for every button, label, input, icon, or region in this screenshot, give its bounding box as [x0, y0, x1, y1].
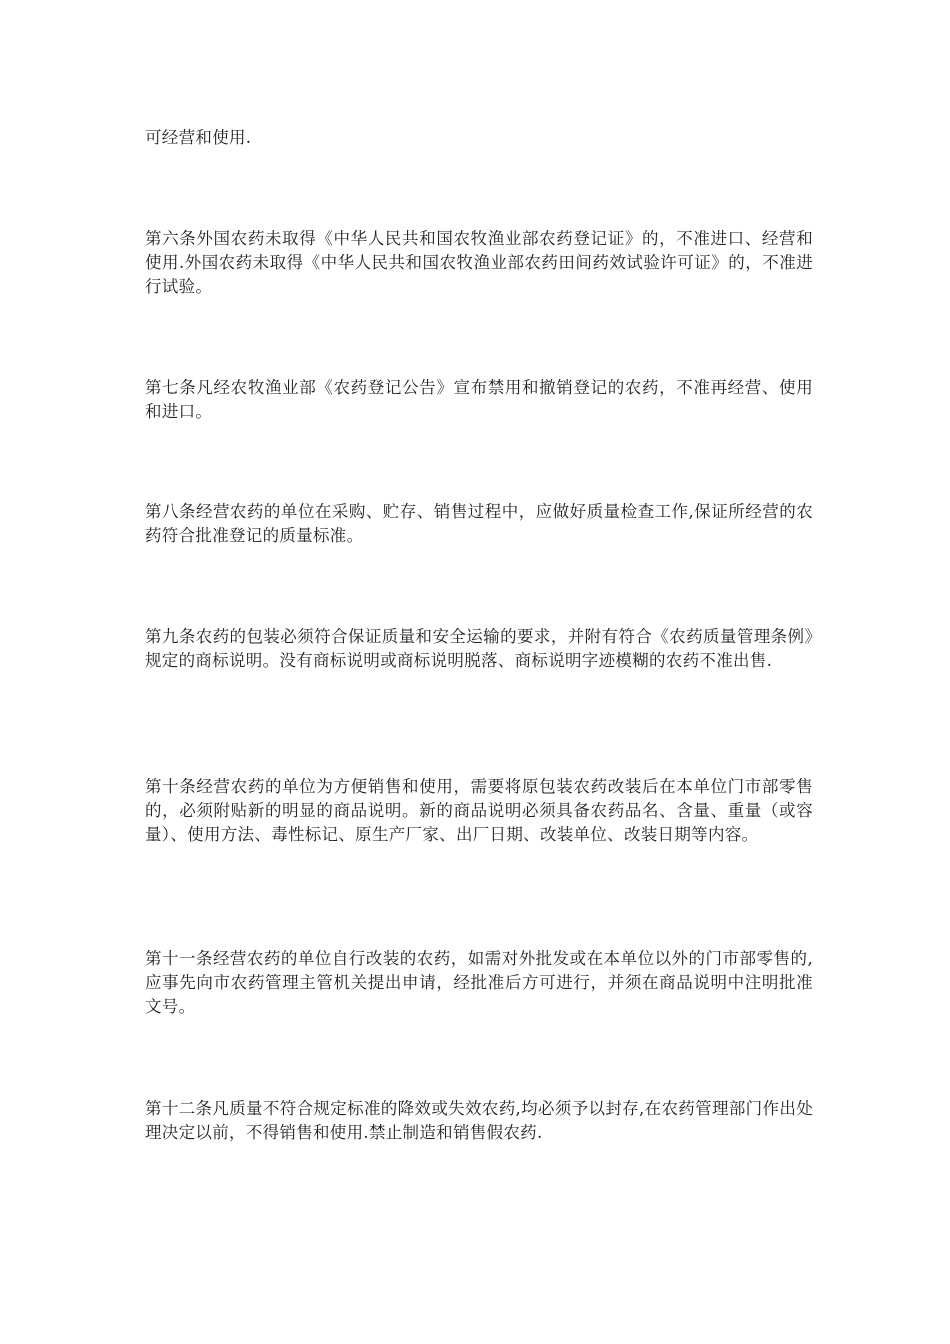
article-7-paragraph: 第七条凡经农牧渔业部《农药登记公告》宣布禁用和撤销登记的农药，不准再经营、使用和进口。	[145, 378, 813, 421]
article-10-paragraph: 第十条经营农药的单位为方便销售和使用，需要将原包装农药改装后在本单位门市部零售的，必须附贴新的明显的商品说明。新的商品说明必须具备农药品名、含量、重量（或容量）、使用方法、毒性标记、原生产厂家、出厂日期、改装单位、改装日期等内容。	[145, 777, 813, 844]
article-9-paragraph: 第九条农药的包装必须符合保证质量和安全运输的要求，并附有符合《农药质量管理条例》规定的商标说明。没有商标说明或商标说明脱落、商标说明字迹模糊的农药不准出售.	[145, 627, 813, 670]
paragraph-continuation: 可经营和使用.	[145, 128, 252, 147]
article-12-paragraph: 第十二条凡质量不符合规定标准的降效或失效农药,均必须予以封存,在农药管理部门作出处理决定以前，不得销售和使用.禁止制造和销售假农药.	[145, 1099, 813, 1142]
article-8-paragraph: 第八条经营农药的单位在采购、贮存、销售过程中，应做好质量检查工作,保证所经营的农药符合批准登记的质量标准。	[145, 502, 813, 545]
article-11-paragraph: 第十一条经营农药的单位自行改装的农药，如需对外批发或在本单位以外的门市部零售的,应事先向市农药管理主管机关提出申请，经批准后方可进行，并须在商品说明中注明批准文号。	[145, 949, 813, 1016]
article-6-paragraph: 第六条外国农药未取得《中华人民共和国农牧渔业部农药登记证》的，不准进口、经营和使用.外国农药未取得《中华人民共和国农牧渔业部农药田间药效试验许可证》的，不准进行试验。	[145, 229, 813, 296]
